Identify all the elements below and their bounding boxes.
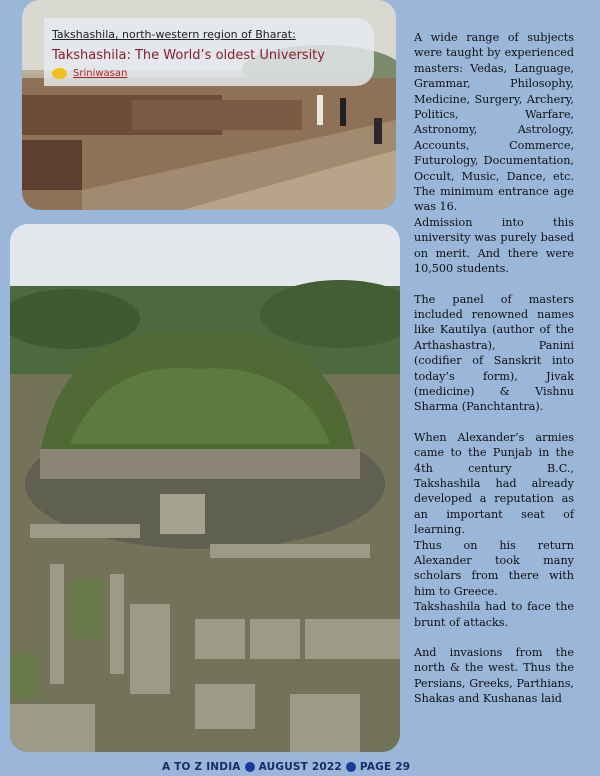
stupa-photo-illustration [10, 224, 400, 752]
pen-icon [52, 68, 67, 79]
article-paragraph: Admission into this university was purely based on merit. And there were 10,500 students. [414, 215, 574, 276]
page-footer [162, 759, 422, 775]
article-paragraph: When Alexander’s armies came to the Punjab in the 4th century B.C., Takshashila had already developed a reputation as an important seat of learning. [414, 430, 574, 537]
photo-caption [44, 18, 374, 86]
article-paragraph: The panel of masters included renowned names like Kautilya (author of the Arthashastra), Panini (codifier of Sanskrit into today’s form), Jivak (medicine) & Vishnu Sharma (Panchtantra). [414, 292, 574, 414]
article-paragraph: And invasions from the north & the west. Thus the Persians, Greeks, Parthians, Shakas and Kushanas laid [414, 646, 574, 706]
page-number: PAGE 29 [359, 761, 411, 773]
article-paragraph: Takshashila had to face the brunt of attacks. [414, 600, 574, 629]
bullet-dot-icon [346, 762, 356, 772]
author-name[interactable]: Sriniwasan [73, 68, 128, 79]
stupa-photo [10, 224, 400, 752]
bullet-dot-icon [245, 762, 255, 772]
ruins-photo [22, 0, 396, 210]
article-title: Takshashila: The World’s oldest University [52, 48, 325, 63]
article-body [414, 30, 574, 707]
magazine-name: A TO Z INDIA [162, 761, 241, 773]
article-paragraph: Thus on his return Alexander took many scholars from there with him to Greece. [414, 538, 574, 598]
caption-location: Takshashila, north-western region of Bharat: [52, 28, 296, 41]
issue-date: AUGUST 2022 [258, 761, 342, 773]
article-paragraph: A wide range of subjects were taught by experienced masters: Vedas, Language, Grammar, Philosophy, Medicine, Surgery, Archery, Politics, Warfare, Astronomy, Astrology, Accounts, Commerce, Futurology, Documentation, Occult, Music, Dance, etc. The minimum entrance age was 16. [414, 31, 574, 214]
author-byline [52, 68, 364, 79]
